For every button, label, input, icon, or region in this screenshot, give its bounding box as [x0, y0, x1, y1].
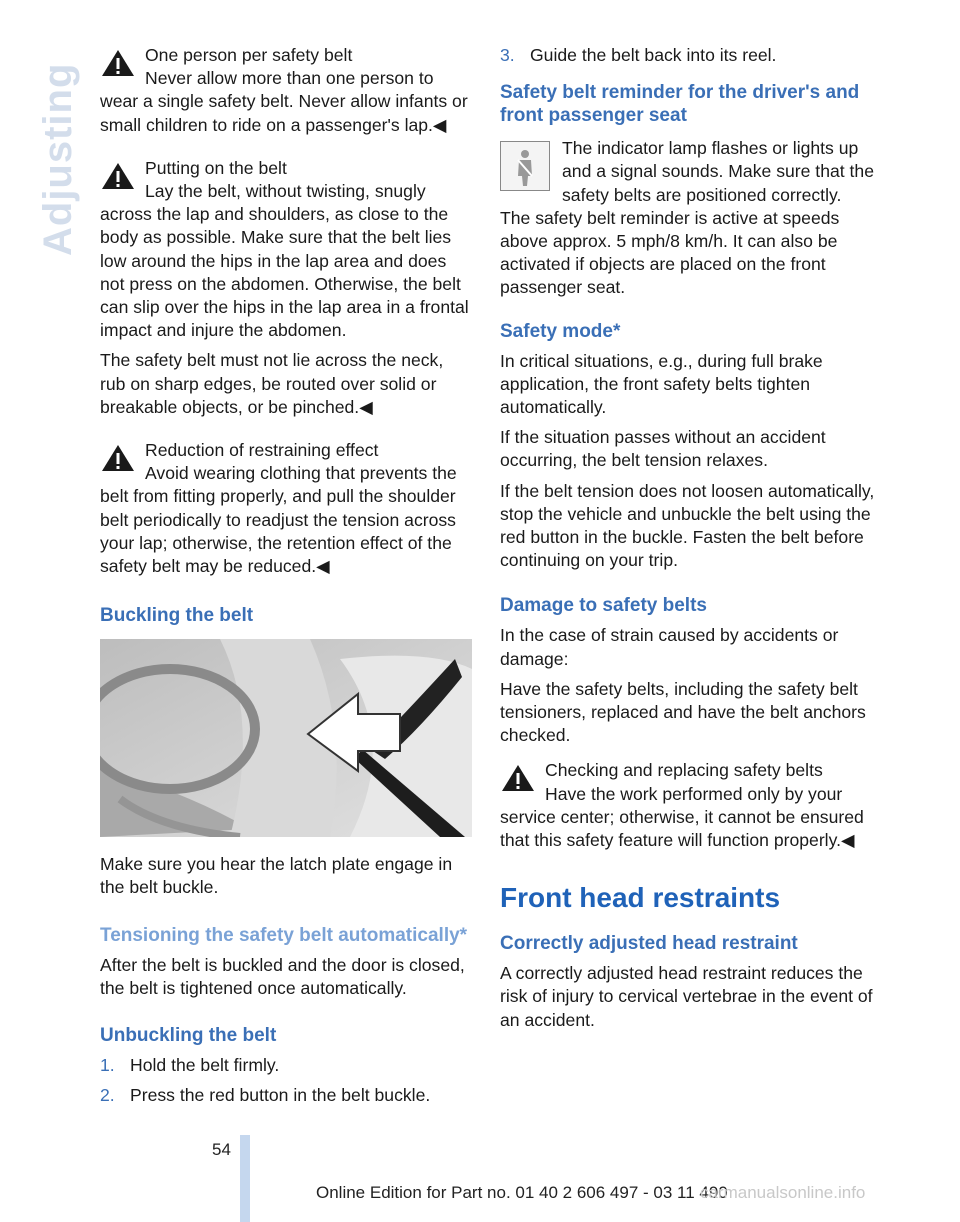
left-column: [100, 44, 472, 1114]
step-number: 2.: [100, 1085, 115, 1106]
side-tab-label: Adjusting: [36, 62, 80, 256]
side-tab: [0, 0, 80, 260]
warning-title: One person per safety belt: [145, 45, 353, 65]
buckling-heading: Buckling the belt: [100, 605, 254, 627]
reminder-lamp-text: The indicator lamp flashes or lights up and a signal sounds. Make sure that the safety belts are positioned correctly.: [562, 138, 874, 205]
reminder-text: The safety belt reminder is active at speeds above approx. 5 mph/8 km/h. It can also be activated if objects are placed on the front passenger seat.: [500, 207, 840, 298]
warning-icon: [100, 443, 136, 473]
damage-p2: Have the safety belts, including the safety belt tensioners, replaced and have the belt anchors checked.: [500, 678, 866, 746]
warning-one-person: [100, 44, 472, 137]
warning-text: Have the work performed only by your service center; otherwise, it cannot be ensured that this safety feature will function properly.◀: [500, 783, 864, 851]
damage-p1: In the case of strain caused by accidents or damage:: [500, 625, 839, 669]
safety-mode-heading: Safety mode*: [500, 320, 621, 342]
step-number: 3.: [500, 45, 515, 65]
footer-edition: Online Edition for Part no. 01 40 2 606 497 - 03 11 490: [316, 1183, 728, 1202]
warning-title: Checking and replacing safety belts: [545, 760, 823, 781]
step-text: Hold the belt firmly.: [130, 1055, 280, 1076]
buckling-photo: [100, 639, 472, 837]
warning-title: Putting on the belt: [145, 157, 287, 178]
unbuckling-steps: [100, 1054, 472, 1107]
damage-heading: Damage to safety belts: [500, 595, 707, 617]
seatbelt-indicator-icon: [500, 141, 550, 191]
unbuckling-heading: Unbuckling the belt: [100, 1025, 277, 1047]
warning-text: Avoid wearing clothing that prevents the belt from fitting properly, and pull the shoulder belt periodically to readjust the tension across your lap; otherwise, the retention effect of the safety belt may be reduced.◀: [100, 463, 457, 577]
head-restraints-heading: Front head restraints: [500, 882, 781, 914]
correct-restraint-heading: Correctly adjusted head restraint: [500, 933, 798, 955]
warning-icon: [100, 48, 136, 78]
reminder-heading: Safety belt reminder for the driver's and front passenger seat: [500, 82, 860, 127]
right-column: [500, 44, 875, 1039]
footer-bar: [240, 1135, 250, 1222]
reminder-lamp-block: [500, 137, 875, 207]
step-number: 1.: [100, 1055, 115, 1076]
warning-icon: [500, 763, 536, 793]
safety-mode-p1: In critical situations, e.g., during full brake application, the front safety belts tighten automatically.: [500, 350, 823, 418]
list-item: [100, 1054, 472, 1077]
page-number: 54: [212, 1140, 231, 1159]
safety-mode-p2: If the situation passes without an accident occurring, the belt tension relaxes.: [500, 427, 826, 471]
tension-heading: Tensioning the safety belt automatically*: [100, 924, 468, 946]
seat-belt-illustration: [100, 639, 472, 837]
warning-text-2: The safety belt must not lie across the neck, rub on sharp edges, be routed over solid or breakable objects, or be pinched.◀: [100, 350, 444, 417]
tension-text: After the belt is buckled and the door is closed, the belt is tightened once automatically.: [100, 954, 465, 998]
warning-icon: [100, 161, 136, 191]
warning-reduction: [100, 439, 472, 578]
warning-putting-on: [100, 157, 472, 419]
unbuckling-steps-continued: [500, 44, 875, 67]
warning-text: Lay the belt, without twisting, snugly across the lap and shoulders, as close to the body as possible. Make sure that the belt lies low around the hips in the lap area and does not press on the abdomen. Otherwise, the belt can slip over the hips in the lap area in a frontal impact and injure the abdomen.: [100, 181, 469, 341]
safety-mode-p3: If the belt tension does not loosen automatically, stop the vehicle and unbuckle the belt using the red button in the buckle. Fasten the belt before continuing on your trip.: [500, 480, 875, 571]
warning-title: Reduction of restraining effect: [145, 440, 379, 461]
warning-checking: [500, 759, 875, 852]
list-item: [500, 44, 875, 67]
step-text: Guide the belt back into its reel.: [530, 45, 777, 65]
buckling-text: Make sure you hear the latch plate engage in the belt buckle.: [100, 854, 453, 898]
list-item: [100, 1084, 472, 1107]
correct-restraint-text: A correctly adjusted head restraint reduces the risk of injury to cervical vertebrae in the event of an accident.: [500, 963, 873, 1030]
step-text: Press the red button in the belt buckle.: [130, 1085, 431, 1106]
warning-text: Never allow more than one person to wear a single safety belt. Never allow infants or small children to ride on a passenger's lap.◀: [100, 68, 468, 135]
watermark: carmanualsonline.info: [700, 1183, 866, 1202]
